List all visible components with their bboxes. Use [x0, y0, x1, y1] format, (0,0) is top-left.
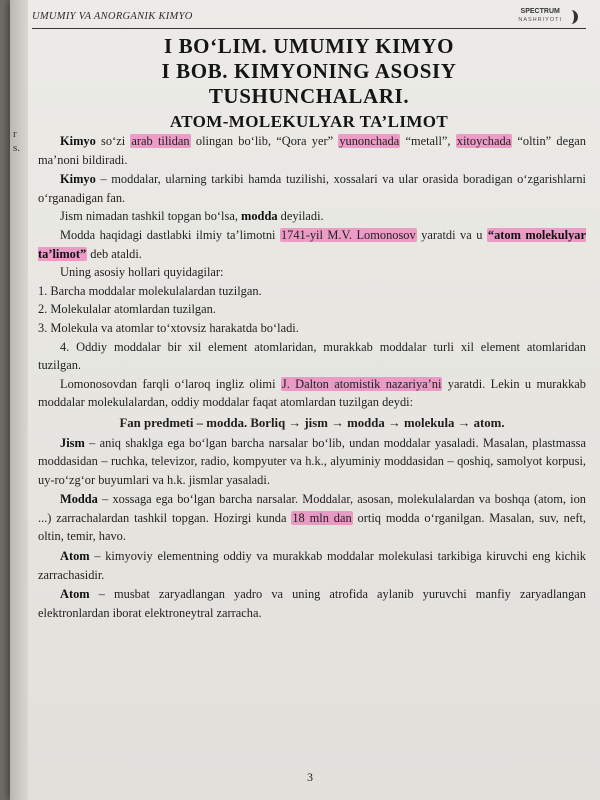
running-head	[32, 8, 586, 29]
list-item: 2. Molekulalar atomlardan tuzilgan.	[38, 302, 216, 317]
term: Atom	[60, 549, 90, 564]
page-gutter	[10, 0, 28, 800]
text: ortiq modda o‘rganilgan. Masalan, suv, neft, oltin, temir, havo.	[38, 510, 586, 544]
paragraph-modda-definition	[38, 490, 586, 546]
text: “oltin” degan ma’noni bildiradi.	[38, 134, 586, 167]
highlight: yunonchada	[339, 134, 400, 148]
highlight: arab tilidan	[131, 134, 190, 148]
highlight: J. Dalton atomistik nazariya’ni	[281, 376, 442, 391]
text: Modda haqidagi dastlabki ilmiy ta’limotni	[60, 227, 280, 242]
term: Jism	[60, 435, 85, 450]
text: – moddalar, ularning tarkibi hamda tuzilishi, xossalari va ular orasida boradigan o‘zgarishlarni o‘rganadigan fan.	[38, 172, 586, 205]
text: deb ataldi.	[87, 246, 142, 261]
list-item: 4. Oddiy moddalar bir xil element atomlaridan, murakkab moddalar turli xil element atomlaridan tuzilgan.	[38, 339, 586, 373]
gutter-mark: s.	[13, 142, 21, 154]
paragraph-lomonosov	[38, 226, 586, 263]
text: “metall”,	[400, 134, 456, 148]
term: Kimyo	[60, 172, 96, 187]
text: Lomonosovdan farqli o‘laroq ingliz olimi	[60, 376, 281, 391]
chapter-heading-line2: TUSHUNCHALARI.	[208, 84, 410, 108]
subject-formula: Fan predmeti – modda. Borliq → jism → modda → molekula → atom.	[119, 415, 505, 430]
logo-sub-text: NASHRIYOTI	[518, 17, 562, 23]
chapter-heading-line1: I BOB. KIMYONING ASOSIY	[161, 59, 457, 83]
highlight: “atom molekulyar ta’limot”	[38, 227, 586, 261]
text: – musbat zaryadlangan yadro va uning atrofida aylanib yuruvchi manfiy zaryadlangan elektronlardan iborat elektroneytral zarracha.	[38, 587, 586, 620]
paragraph-kimyo-definition	[38, 170, 586, 207]
part-heading: I BO‘LIM. UMUMIY KIMYO	[163, 34, 455, 58]
term: Modda	[60, 492, 98, 507]
logo-swoosh-icon	[564, 10, 578, 24]
book-page	[10, 0, 600, 800]
text: – kimyoviy elementning oddiy va murakkab moddalar molekulasi tarkibiga kiruvchi eng kichik zarrachasidir.	[38, 549, 586, 582]
list-item: 1. Barcha moddalar molekulalardan tuzilgan.	[38, 283, 262, 298]
text: – xossaga ega bo‘lgan barcha narsalar. Moddalar, asosan, molekulalardan va boshqa (atom, ion ...) zarrachalardan tashkil topgan. Hozirgi kunda	[38, 492, 586, 525]
section-heading: ATOM-MOLEKULYAR TA’LIMOT	[169, 112, 449, 131]
gutter-mark: r	[13, 128, 17, 140]
page-number: 3	[307, 770, 313, 784]
text: yaratdi va u	[416, 227, 487, 242]
paragraph-kimyo-etymology	[38, 132, 586, 169]
text: – aniq shaklga ega bo‘lgan barcha narsalar bo‘lib, undan moddalar yasaladi. Masalan, plastmassa moddasidan – ruchka, televizor, radio, kompyuter va h.k., alyuminiy moddasidan – qoshiq, samolyot korpusi, uy-ro‘zg‘or buyumlari va h.k. jismlar yasaladi.	[38, 435, 586, 487]
paragraph-atom-definition-1	[38, 547, 586, 584]
publisher-logo	[518, 8, 562, 24]
term: modda	[241, 209, 278, 224]
paragraph-jism-definition	[38, 434, 586, 490]
highlight: 1741-yil M.V. Lomonosov	[280, 227, 416, 242]
text: so‘zi	[95, 134, 131, 148]
term: Kimyo	[60, 134, 96, 148]
text: deyiladi.	[277, 209, 324, 224]
body-text	[38, 132, 586, 622]
text: Jism nimadan tashkil topgan bo‘lsa,	[60, 209, 242, 224]
paragraph-dalton	[38, 375, 586, 412]
paragraph-atom-definition-2	[38, 585, 586, 622]
paragraph-list-intro: Uning asosiy hollari quyidagilar:	[60, 265, 224, 280]
paragraph-jism-modda	[38, 207, 586, 226]
text: olingan bo‘lib, “Qora yer”	[190, 134, 339, 148]
highlight: xitoychada	[456, 134, 512, 148]
text: yaratdi. Lekin u murakkab moddalar molekulalardan, oddiy moddalar faqat atomlardan tuzilgan deydi:	[38, 376, 587, 410]
term: Atom	[60, 587, 90, 602]
list-item: 3. Molekula va atomlar to‘xtovsiz harakatda bo‘ladi.	[38, 320, 299, 335]
logo-main-text: SPECTRUM	[520, 8, 560, 15]
running-title: UMUMIY VA ANORGANIK KIMYO	[32, 11, 193, 22]
highlight: 18 mln dan	[292, 510, 352, 525]
